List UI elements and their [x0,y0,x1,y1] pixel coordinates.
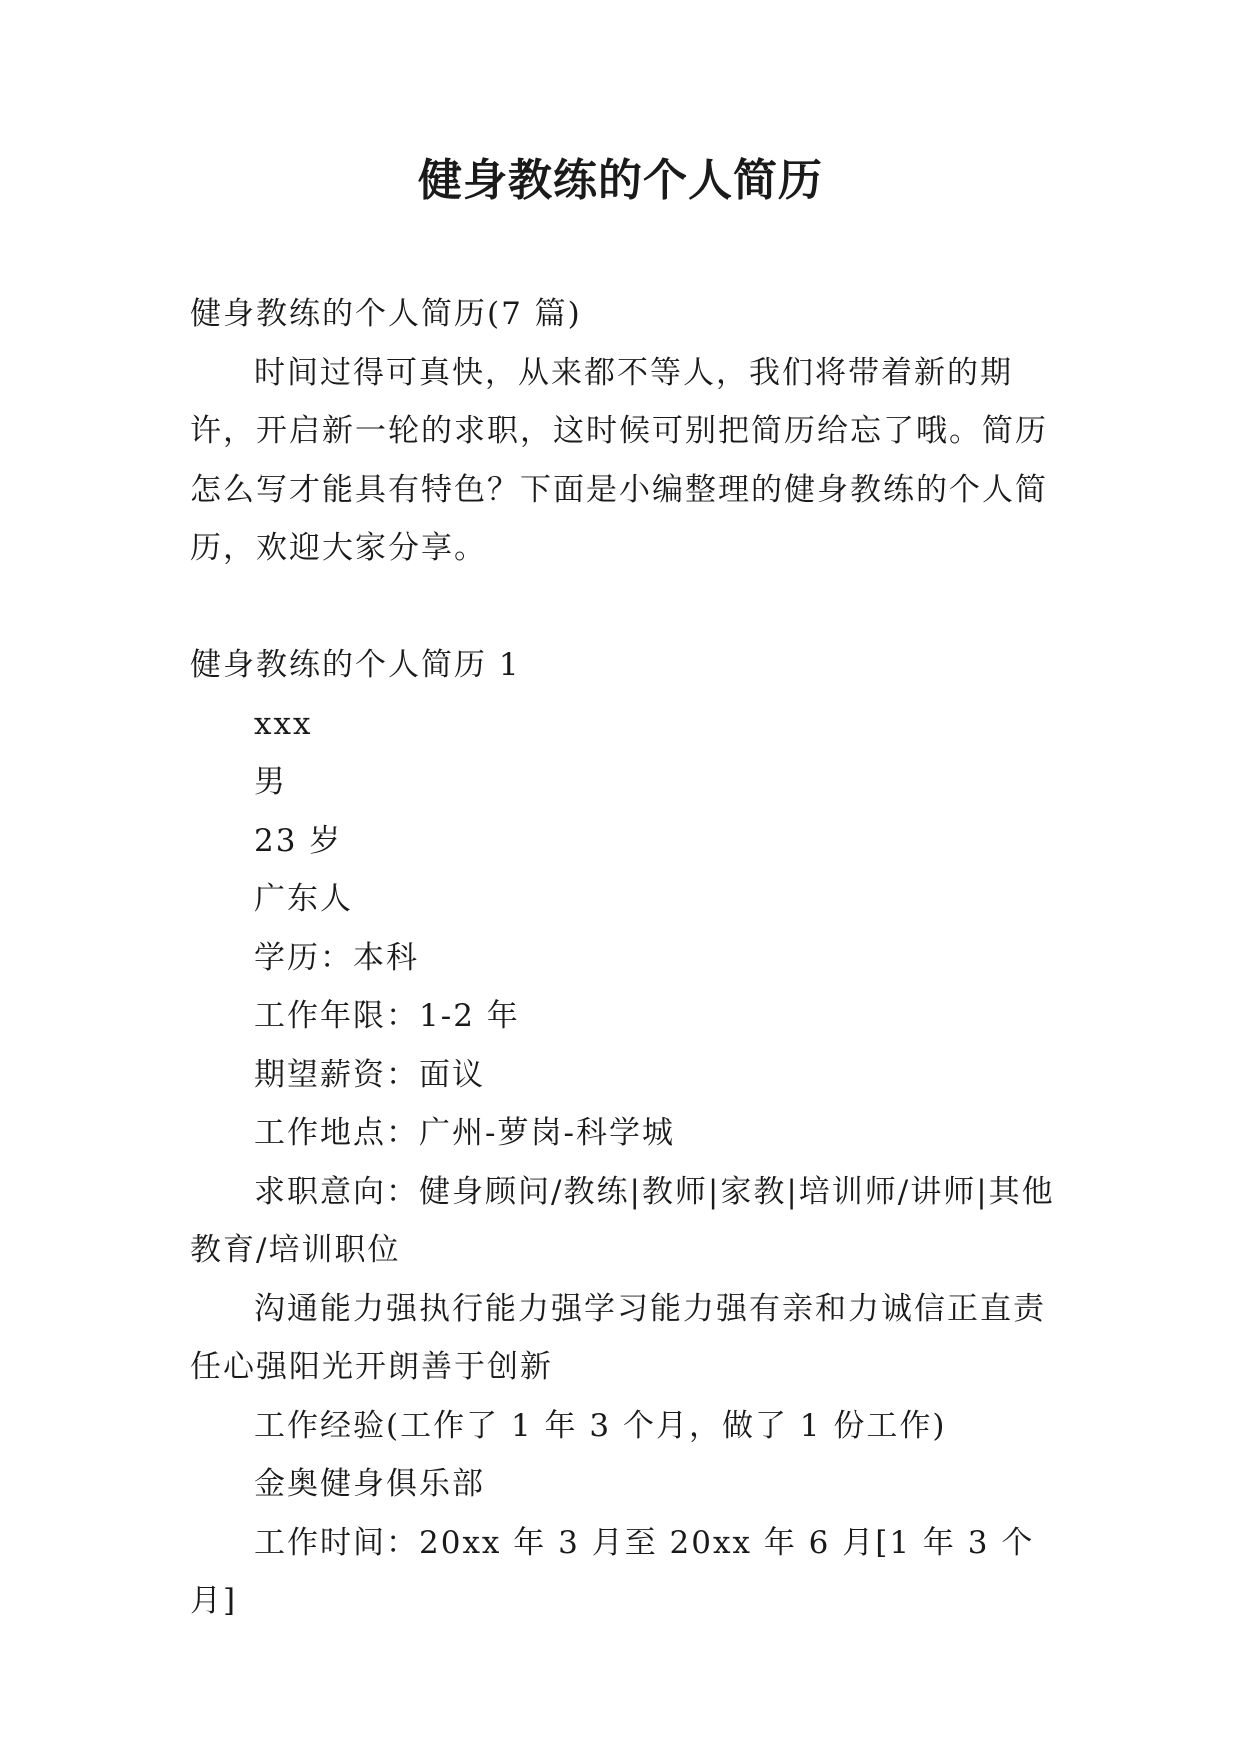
resume-work-period: 工作时间：20xx 年 3 月至 20xx 年 6 月[1 年 3 个月] [190,1524,1035,1619]
resume-company-name: 金奥健身俱乐部 [254,1466,485,1502]
document-subtitle: 健身教练的个人简历(7 篇) [190,296,582,332]
intro-paragraph: 时间过得可真快，从来都不等人，我们将带着新的期许，开启新一轮的求职，这时候可别把简历给忘了哦。简历怎么写才能具有特色？下面是小编整理的健身教练的个人简历，欢迎大家分享。 [190,354,1048,566]
resume-job-intention: 求职意向：健身顾问/教练|教师|家教|培训师/讲师|其他教育/培训职位 [190,1173,1055,1268]
document-body [190,285,1060,1631]
resume-self-evaluation: 沟通能力强执行能力强学习能力强有亲和力诚信正直责任心强阳光开朗善于创新 [190,1290,1046,1385]
resume-gender: 男 [254,764,287,800]
resume-education: 学历：本科 [254,939,419,976]
section-spacer [190,578,1060,637]
resume-name: xxx [254,705,313,742]
resume-work-location: 工作地点：广州-萝岗-科学城 [254,1115,675,1151]
document-title: 健身教练的个人简历 [418,155,823,206]
resume-work-experience-heading: 工作经验(工作了 1 年 3 个月，做了 1 份工作) [254,1407,947,1444]
resume-hometown: 广东人 [254,881,353,917]
resume-expected-salary: 期望薪资：面议 [254,1056,485,1093]
resume-work-years: 工作年限：1-2 年 [254,998,520,1034]
section-heading: 健身教练的个人简历 1 [190,647,521,683]
resume-age: 23 岁 [254,822,343,859]
